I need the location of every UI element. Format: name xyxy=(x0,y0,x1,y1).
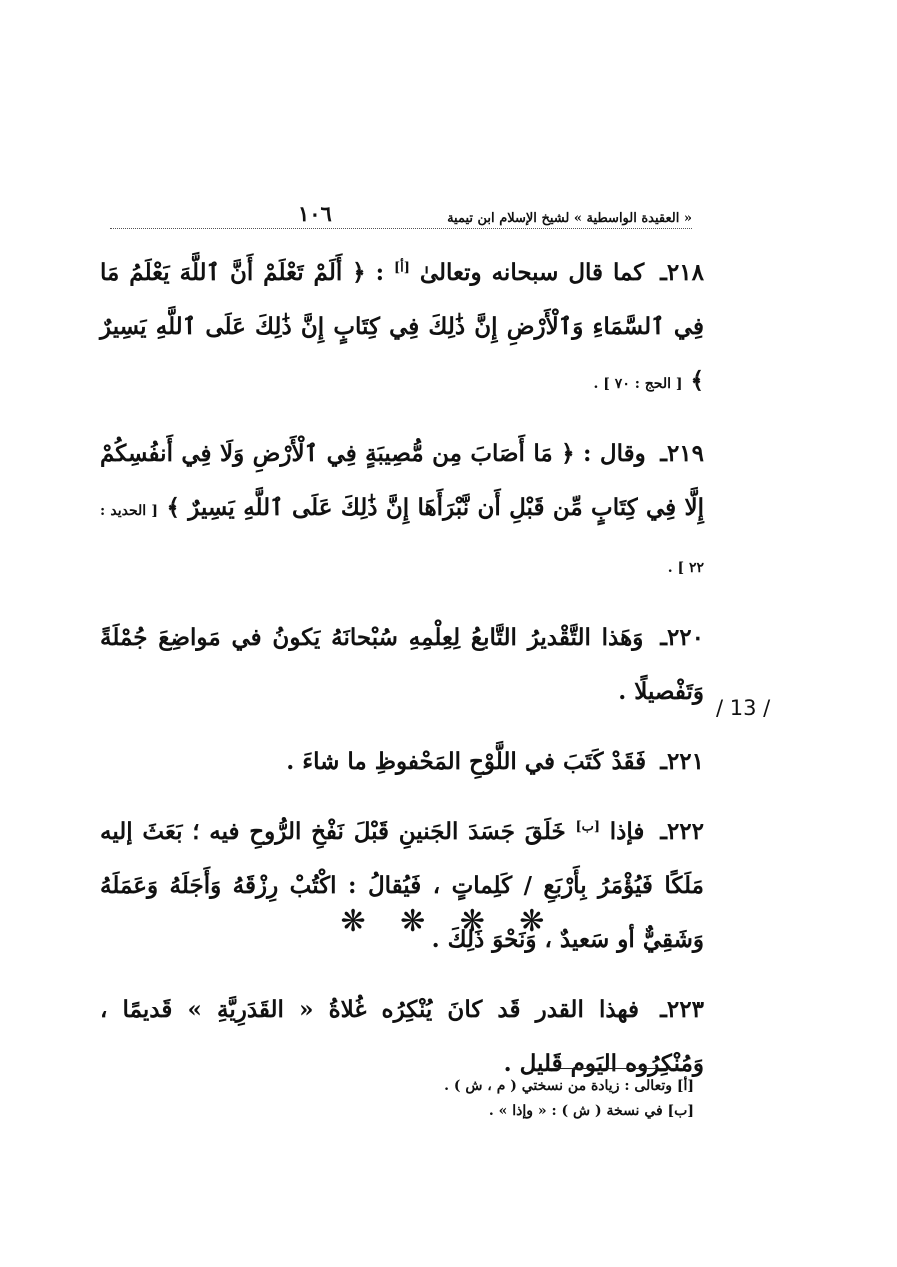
paragraph-222 xyxy=(100,805,704,967)
paragraph-number: ٢١٨ـ xyxy=(660,259,704,286)
quran-verse: وقال : ﴿ مَا أَصَابَ مِن مُّصِيبَةٍ فِي ٱلْأَرْضِ وَلَا فِي أَنفُسِكُمْ إِلَّا فِي كِتَابٍ مِّن قَبْلِ أَن نَّبْرَأَهَا إِنَّ ذَٰلِكَ عَلَى ٱللَّهِ يَسِيرٌ ﴾ xyxy=(100,440,704,521)
paragraph-number: ٢٢٢ـ xyxy=(660,818,704,845)
verse-reference: [ الحديد : ٢٢ ] . xyxy=(100,503,704,576)
paragraph-text: فهذا القدر قَد كانَ يُنْكِرُه غُلاةُ « القَدَرِيَّةِ » قَديمًا ، وَمُنْكِرُوه اليَوم قَليل . xyxy=(100,996,704,1077)
paragraph-number: ٢٢٣ـ xyxy=(660,996,704,1023)
section-ornament: ❋ ❋ ❋ ❋ xyxy=(340,904,557,939)
paragraph-text: فإذا xyxy=(609,818,645,845)
footnote-b: [ب] في نسخة ( ش ) : « وإذا » . xyxy=(488,1103,694,1119)
paragraph-text: خَلَقَ جَسَدَ الجَنينِ قَبْلَ نَفْخِ الرُّوحِ فيه ؛ بَعَثَ إليه مَلَكًا فَيُؤْمَرُ بِأَرْبَعِ / كَلِماتٍ ، فَيُقالُ : اكْتُبْ رِزْقَهُ وَأَجَلَهُ وَعَمَلَهُ وَشَقِيٌّ أو سَعيدٌ ، وَنَحْوَ ذَلِكَ . xyxy=(100,818,704,953)
footnote-divider xyxy=(548,1068,682,1069)
footnote-a: [أ] وتعالى : زيادة من نسختي ( م ، ش ) . xyxy=(444,1078,694,1094)
paragraph-number: ٢١٩ـ xyxy=(660,440,704,467)
footnote-marker: [ب] xyxy=(575,819,601,835)
main-text xyxy=(100,246,704,1091)
paragraph-number: ٢٢٠ـ xyxy=(660,624,704,651)
verse-reference: [ الحج : ٧٠ ] . xyxy=(593,376,683,392)
quran-verse: : ﴿ أَلَمْ تَعْلَمْ أَنَّ ٱللَّهَ يَعْلَمُ مَا فِي ٱلسَّمَاءِ وَٱلْأَرْضِ إِنَّ ذَٰلِكَ فِي كِتَابٍ إِنَّ ذَٰلِكَ عَلَى ٱللَّهِ يَسِيرٌ ﴾ xyxy=(100,259,704,394)
paragraph-text: وَهَذا التَّقْديرُ التَّابعُ لِعِلْمِهِ سُبْحانَهُ يَكونُ في مَواضِعَ جُمْلَةً وَتَفْصيلًا . xyxy=(100,624,704,705)
footnote-marker: [أ] xyxy=(394,260,410,276)
manuscript-page-marker: / 13 / xyxy=(716,696,771,720)
page-number: ١٠٦ xyxy=(298,201,332,226)
running-title: « العقيدة الواسطية » لشيخ الإسلام ابن تيمية xyxy=(447,211,692,226)
paragraph-220 xyxy=(100,611,704,719)
paragraph-219 xyxy=(100,427,704,595)
page-header xyxy=(298,196,692,226)
paragraph-218 xyxy=(100,246,704,411)
paragraph-number: ٢٢١ـ xyxy=(660,748,704,775)
paragraph-text: فَقَدْ كَتَبَ في اللَّوْحِ المَحْفوظِ ما شاءَ . xyxy=(286,748,647,775)
paragraph-text: كما قال سبحانه وتعالىٰ xyxy=(419,259,645,286)
header-divider xyxy=(110,228,692,229)
footnotes xyxy=(300,1074,694,1124)
paragraph-221 xyxy=(100,735,704,789)
